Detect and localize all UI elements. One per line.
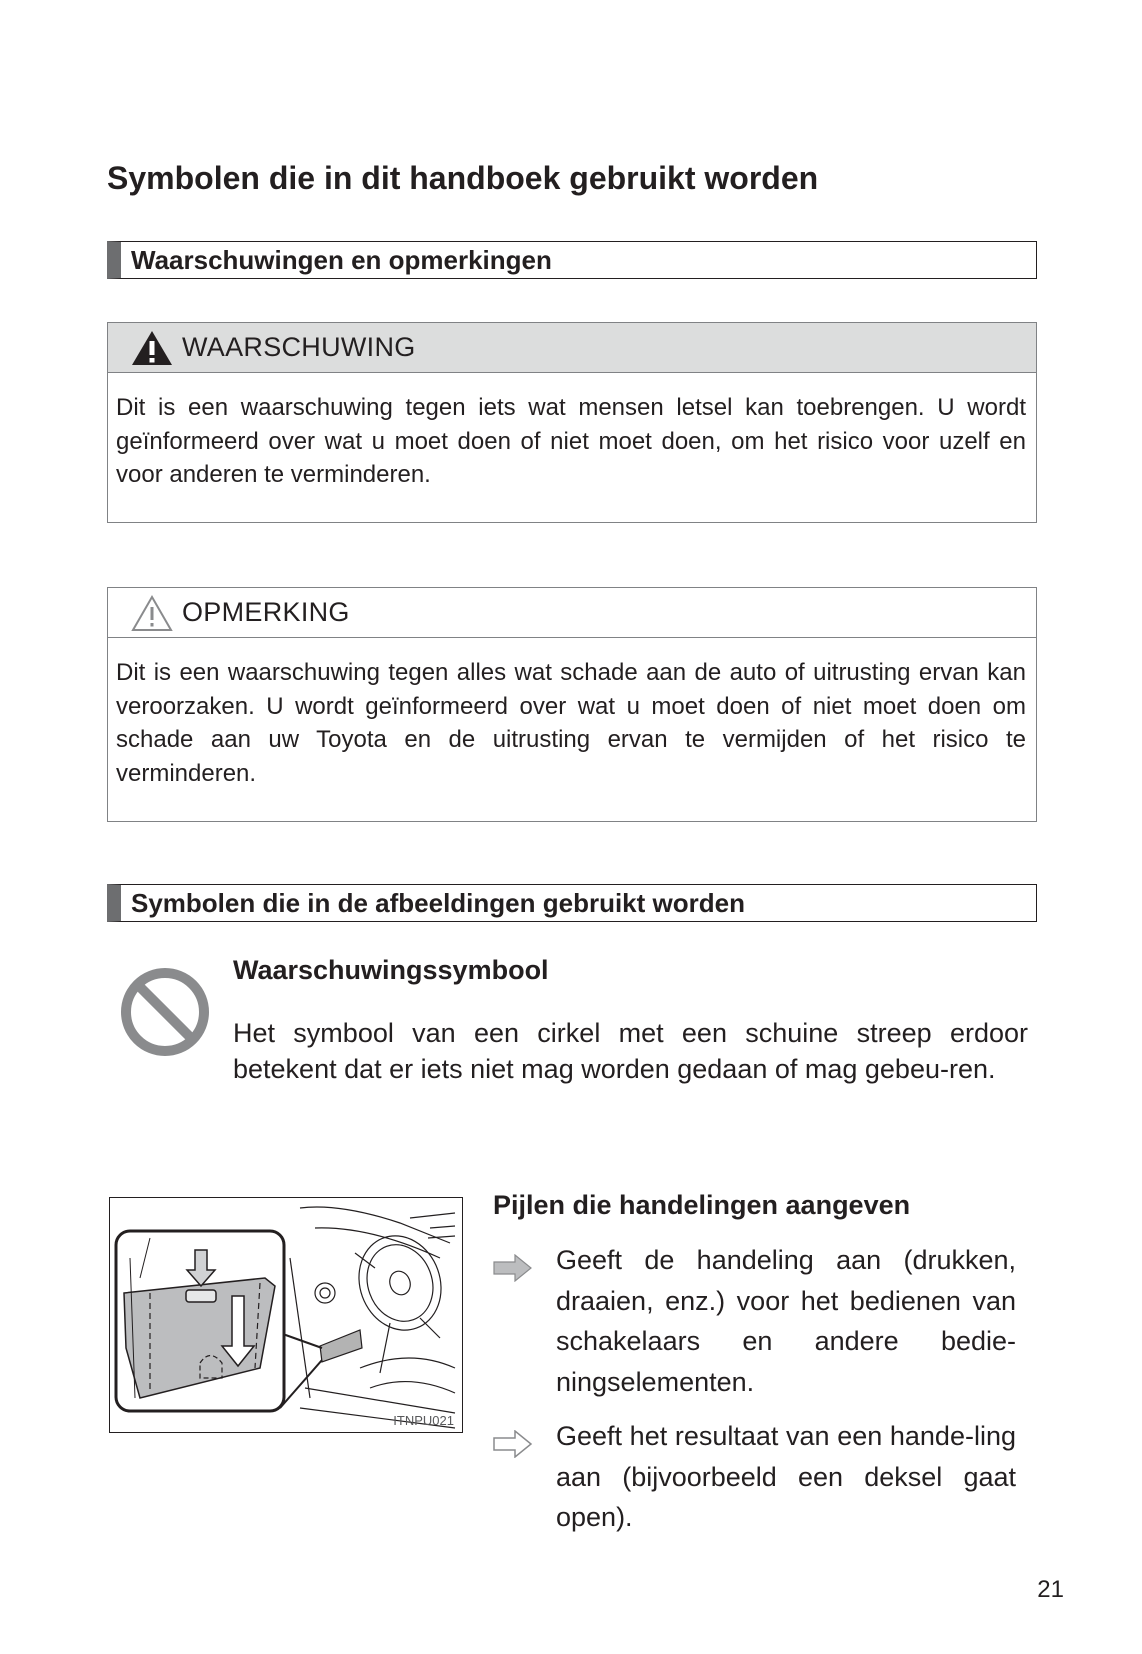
arrow-item-result-text: Geeft het resultaat van een hande-ling aan (bijvoorbeeld een deksel gaat open).	[556, 1421, 1016, 1532]
prohibition-icon	[119, 966, 211, 1058]
arrow-item-action	[493, 1240, 1016, 1402]
arrow-item-action-text: Geeft de handeling aan (drukken, draaien, enz.) voor het bedienen van schakelaars en andere bedie-ningselementen.	[556, 1245, 1016, 1397]
filled-arrow-icon	[493, 1254, 533, 1282]
section-heading-warnings: Waarschuwingen en opmerkingen	[107, 241, 1037, 279]
warning-header	[108, 323, 1036, 373]
arrow-item-result	[493, 1416, 1016, 1538]
warning-triangle-filled-icon	[130, 329, 174, 367]
prohibition-title: Waarschuwingssymbool	[233, 955, 549, 985]
warning-triangle-outline-icon	[130, 594, 174, 632]
outline-arrow-icon	[493, 1430, 533, 1458]
page-title: Symbolen die in dit handboek gebruikt worden	[107, 160, 819, 196]
page-number: 21	[1037, 1576, 1064, 1603]
warning-text: Dit is een waarschuwing tegen iets wat mensen letsel kan toebrengen. U wordt geïnformeerd over wat u moet doen of niet moet doen, om het risico voor uzelf en voor anderen te verminderen.	[116, 394, 1026, 488]
glovebox-drawing	[110, 1198, 461, 1431]
glovebox-illustration	[109, 1197, 463, 1433]
notice-header	[108, 588, 1036, 638]
notice-text: Dit is een waarschuwing tegen alles wat schade aan de auto of uitrusting ervan kan veroorzaken. U wordt geïnformeerd over wat u moet doen of niet moet doen om schade aan uw Toyota en de uitrusting ervan te vermijden of het risico te verminderen.	[116, 659, 1026, 787]
section-heading-symbols: Symbolen die in de afbeeldingen gebruikt worden	[107, 884, 1037, 922]
arrows-title: Pijlen die handelingen aangeven	[493, 1190, 911, 1220]
warning-box	[107, 322, 1037, 523]
illustration-code: ITNPU021	[393, 1413, 454, 1428]
notice-box	[107, 587, 1037, 822]
warning-label: WAARSCHUWING	[182, 332, 416, 362]
prohibition-text: Het symbool van een cirkel met een schuine streep erdoor betekent dat er iets niet mag worden gedaan of mag gebeu-ren.	[233, 1018, 1028, 1084]
notice-label: OPMERKING	[182, 597, 350, 627]
